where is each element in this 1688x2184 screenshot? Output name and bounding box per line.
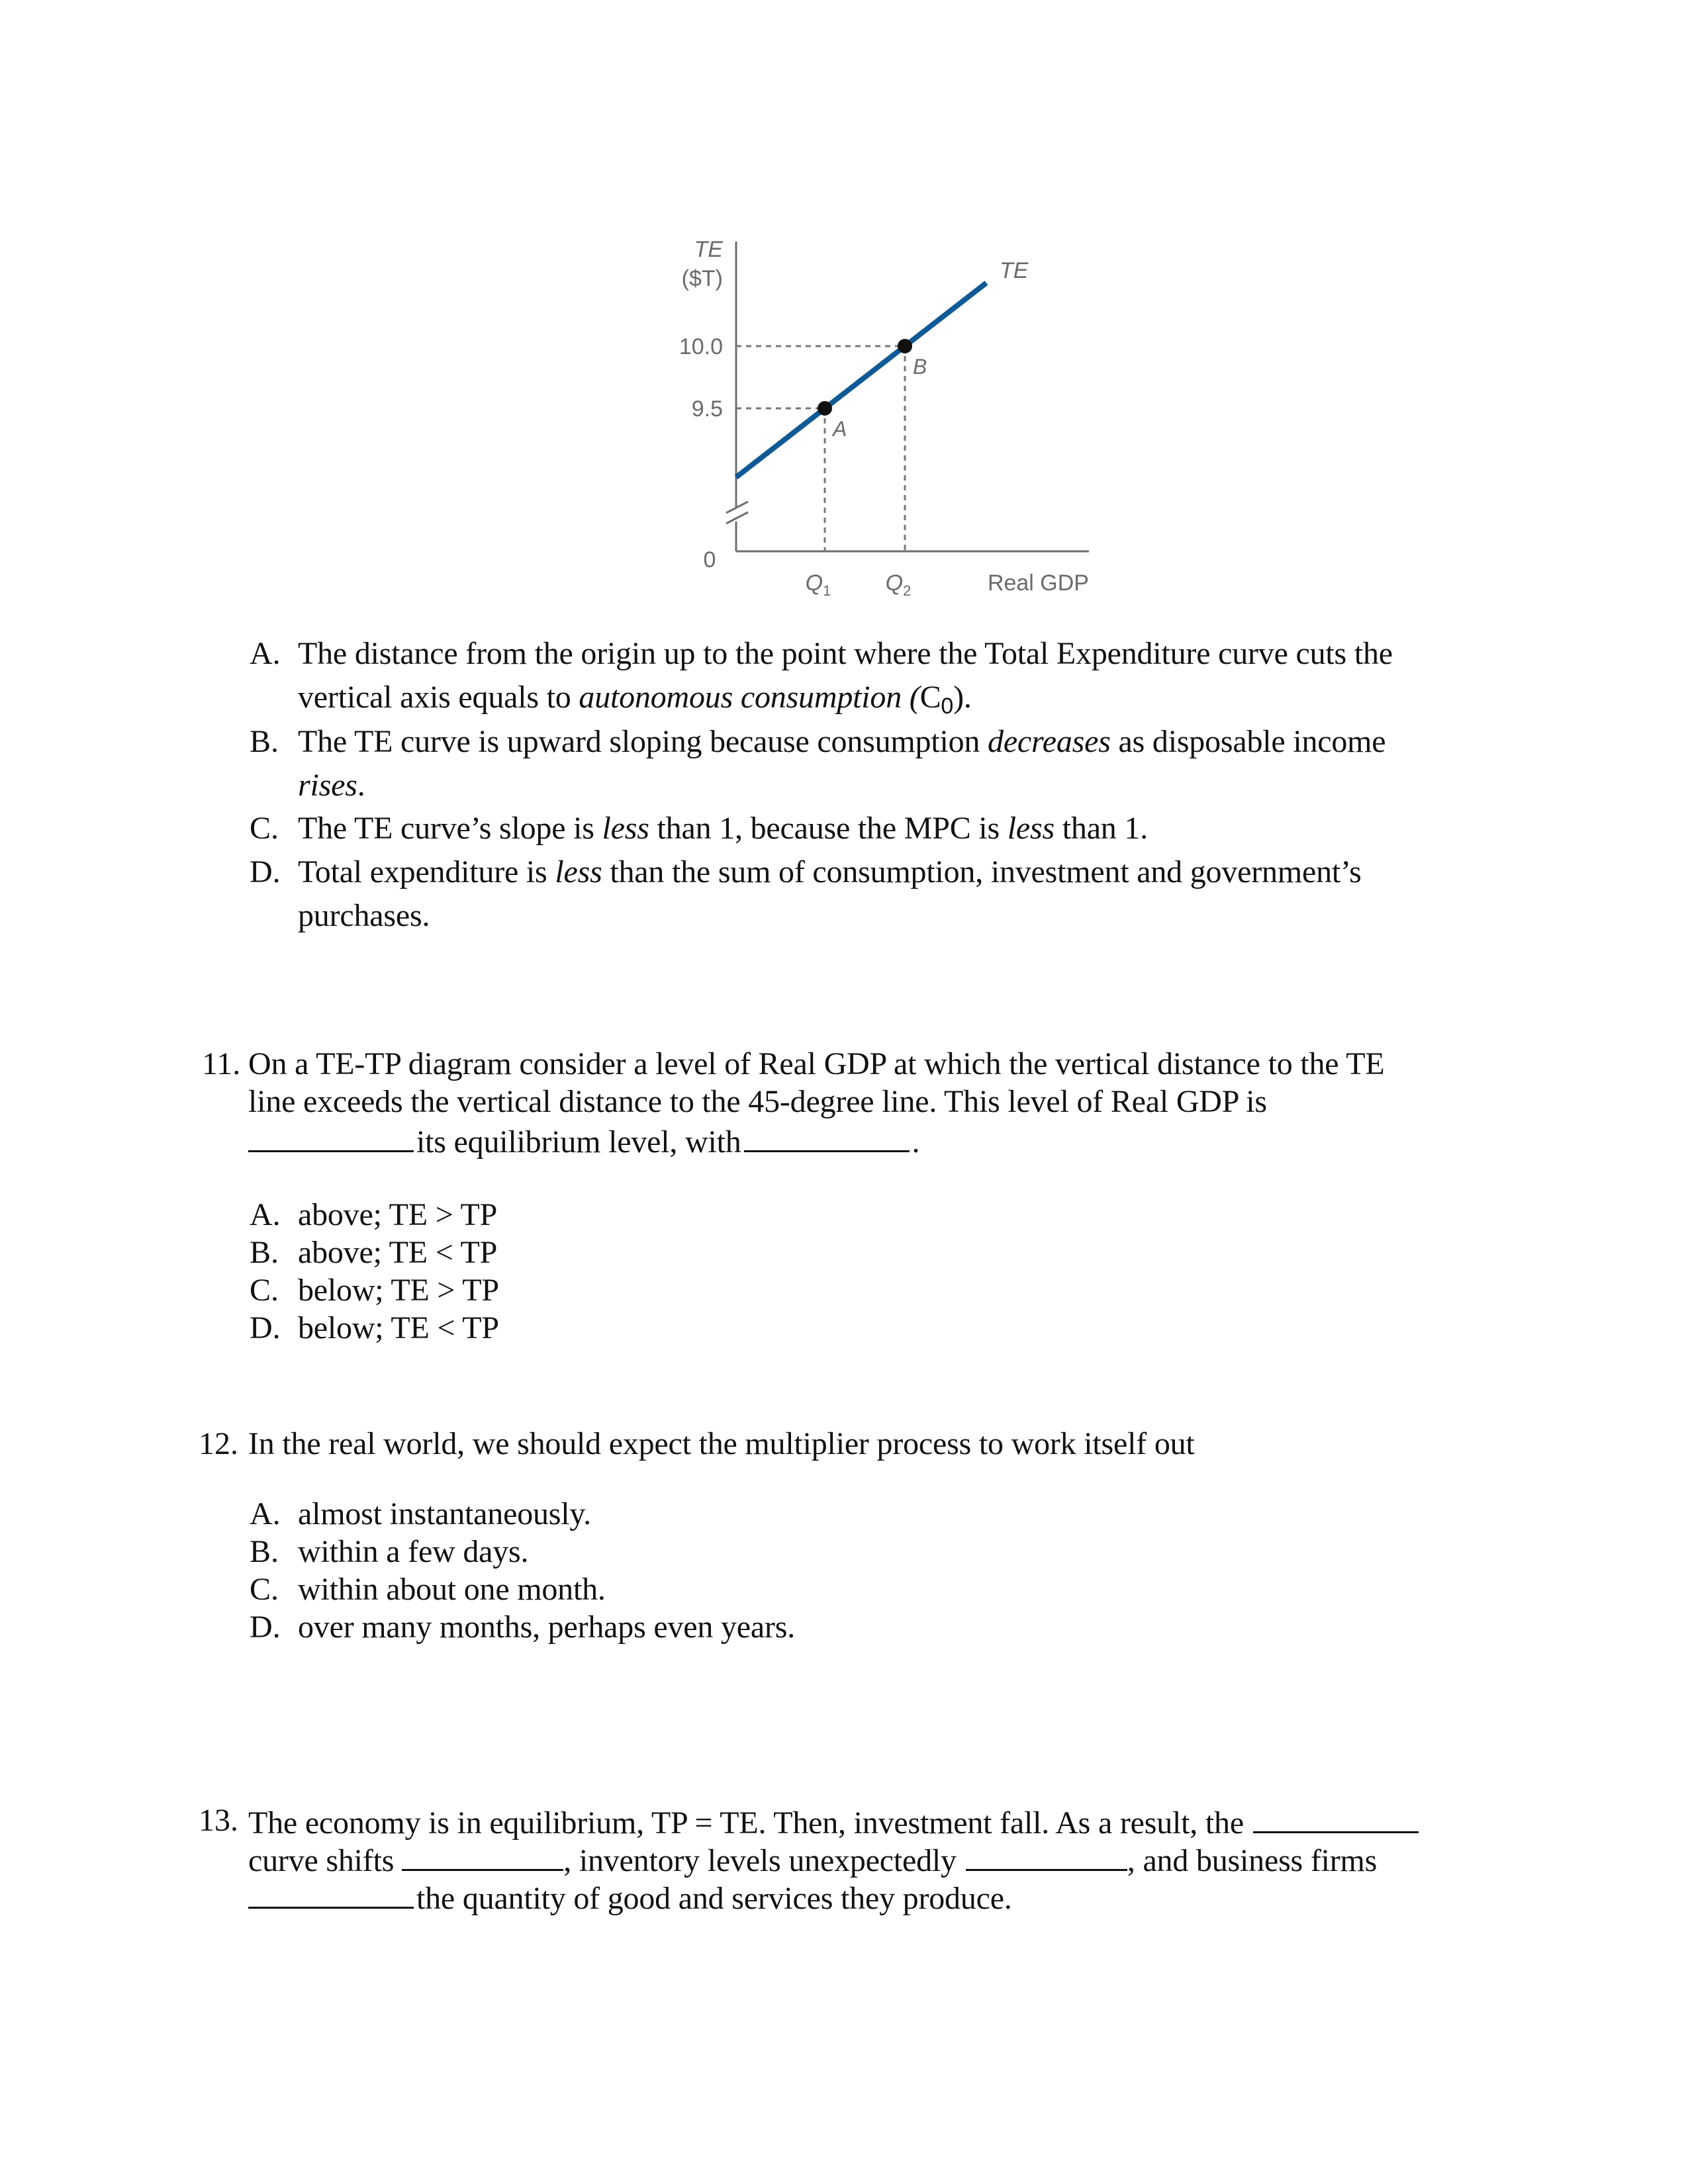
answer-blank[interactable] [248, 1124, 414, 1152]
answer-blank[interactable] [966, 1843, 1127, 1871]
point-label-b: B [913, 355, 927, 379]
te-curve-label: TE [1000, 258, 1029, 283]
question-text-line [248, 1805, 1421, 1839]
option-text: . [357, 768, 365, 803]
tick-label-base: Q [885, 570, 904, 596]
italic-text: less [555, 854, 602, 889]
option-text: almost instantaneously. [298, 1496, 591, 1531]
question-number: 12. [199, 1426, 238, 1461]
option-letter: B. [250, 724, 279, 759]
answer-blank[interactable] [248, 1880, 414, 1909]
x-tick-label-q2 [886, 570, 912, 599]
question-text-fragment: the quantity of good and services they produce. [416, 1881, 1012, 1916]
option-letter: B. [250, 1235, 279, 1270]
option-text: than 1, because the MPC is [649, 811, 1008, 846]
te-curve [736, 283, 986, 477]
option-text: than the sum of consumption, investment and government’s [602, 854, 1362, 889]
tick-label-subscript: 2 [903, 582, 912, 599]
guide-lines [736, 346, 905, 551]
option-text: The TE curve’s slope is [298, 811, 602, 846]
answer-blank[interactable] [402, 1843, 563, 1871]
italic-text: less [602, 811, 649, 846]
option-text: vertical axis equals to [298, 680, 579, 715]
option-letter: A. [250, 636, 281, 671]
question-text-line [248, 1843, 1377, 1877]
option-text-line [298, 856, 1362, 888]
option-letter: A. [250, 1197, 281, 1232]
option-text-line [298, 726, 1385, 758]
option-letter: C. [250, 811, 279, 846]
option-text: than 1. [1054, 811, 1148, 846]
question-text-line: On a TE-TP diagram consider a level of Real GDP at which the vertical distance to the TE [248, 1046, 1385, 1081]
tick-label-base: Q [805, 570, 823, 596]
option-text: The distance from the origin up to the point where the Total Expenditure curve cuts the [298, 636, 1393, 671]
option-text: within about one month. [298, 1572, 606, 1607]
option-text: above; TE > TP [298, 1197, 498, 1232]
y-tick-label: 10.0 [679, 334, 723, 359]
option-text-line [298, 680, 972, 719]
x-tick-label-q1 [806, 570, 831, 599]
option-text: The TE curve is upward sloping because consumption [298, 724, 988, 759]
subscript: 0 [941, 694, 954, 719]
question-text-line [248, 1124, 919, 1158]
origin-label: 0 [703, 547, 716, 572]
italic-text: autonomous consumption ( [579, 680, 920, 715]
point-b [898, 339, 912, 353]
tick-label-subscript: 1 [823, 582, 831, 599]
option-text: over many months, perhaps even years. [298, 1610, 796, 1645]
y-axis-label-te: TE [694, 237, 723, 262]
option-letter: C. [250, 1273, 279, 1308]
answer-blank[interactable] [744, 1124, 910, 1152]
option-letter: A. [250, 1496, 281, 1531]
question-number: 11. [202, 1046, 241, 1081]
option-text: as disposable income [1110, 724, 1386, 759]
option-text: C [919, 680, 941, 715]
question-text-fragment: The economy is in equilibrium, TP = TE. Then, investment fall. As a result, the [248, 1805, 1244, 1841]
italic-text: rises [298, 768, 357, 803]
option-text-line [298, 813, 1148, 844]
axes [726, 242, 1089, 551]
question-number: 13. [199, 1803, 238, 1838]
option-letter: D. [250, 854, 281, 889]
italic-text: decreases [988, 724, 1111, 759]
option-text-line [298, 638, 1393, 670]
points-group [818, 339, 927, 441]
point-a [818, 401, 832, 416]
option-text: within a few days. [298, 1534, 529, 1569]
question-text-fragment: curve shifts [248, 1843, 395, 1878]
question-text-line [248, 1880, 1012, 1915]
y-axis-label-unit: ($T) [681, 266, 723, 291]
te-chart [0, 0, 1688, 609]
question-text-fragment: . [912, 1124, 920, 1160]
question-text-line: In the real world, we should expect the multiplier process to work itself out [248, 1426, 1195, 1461]
italic-text: less [1007, 811, 1055, 846]
option-text: purchases. [298, 898, 430, 933]
option-text: ). [953, 680, 972, 715]
option-text-line [298, 900, 430, 932]
question-text-fragment: , inventory levels unexpectedly [563, 1843, 957, 1878]
y-tick-label: 9.5 [691, 396, 723, 422]
option-text-line [298, 770, 365, 801]
option-letter: B. [250, 1534, 279, 1569]
option-text: below; TE < TP [298, 1310, 499, 1345]
option-letter: C. [250, 1572, 279, 1607]
point-label-a: A [833, 417, 847, 441]
x-axis-label: Real GDP [987, 570, 1089, 596]
option-text: Total expenditure is [298, 854, 555, 889]
answer-blank[interactable] [1253, 1805, 1419, 1833]
option-letter: D. [250, 1310, 281, 1345]
question-text-fragment: , and business firms [1127, 1843, 1378, 1878]
option-letter: D. [250, 1610, 281, 1645]
question-text-fragment: its equilibrium level, with [416, 1124, 741, 1160]
question-text-line: line exceeds the vertical distance to the 45-degree line. This level of Real GDP is [248, 1084, 1267, 1119]
te-curve-group [736, 283, 986, 477]
option-text: above; TE < TP [298, 1235, 498, 1270]
option-text: below; TE > TP [298, 1273, 499, 1308]
